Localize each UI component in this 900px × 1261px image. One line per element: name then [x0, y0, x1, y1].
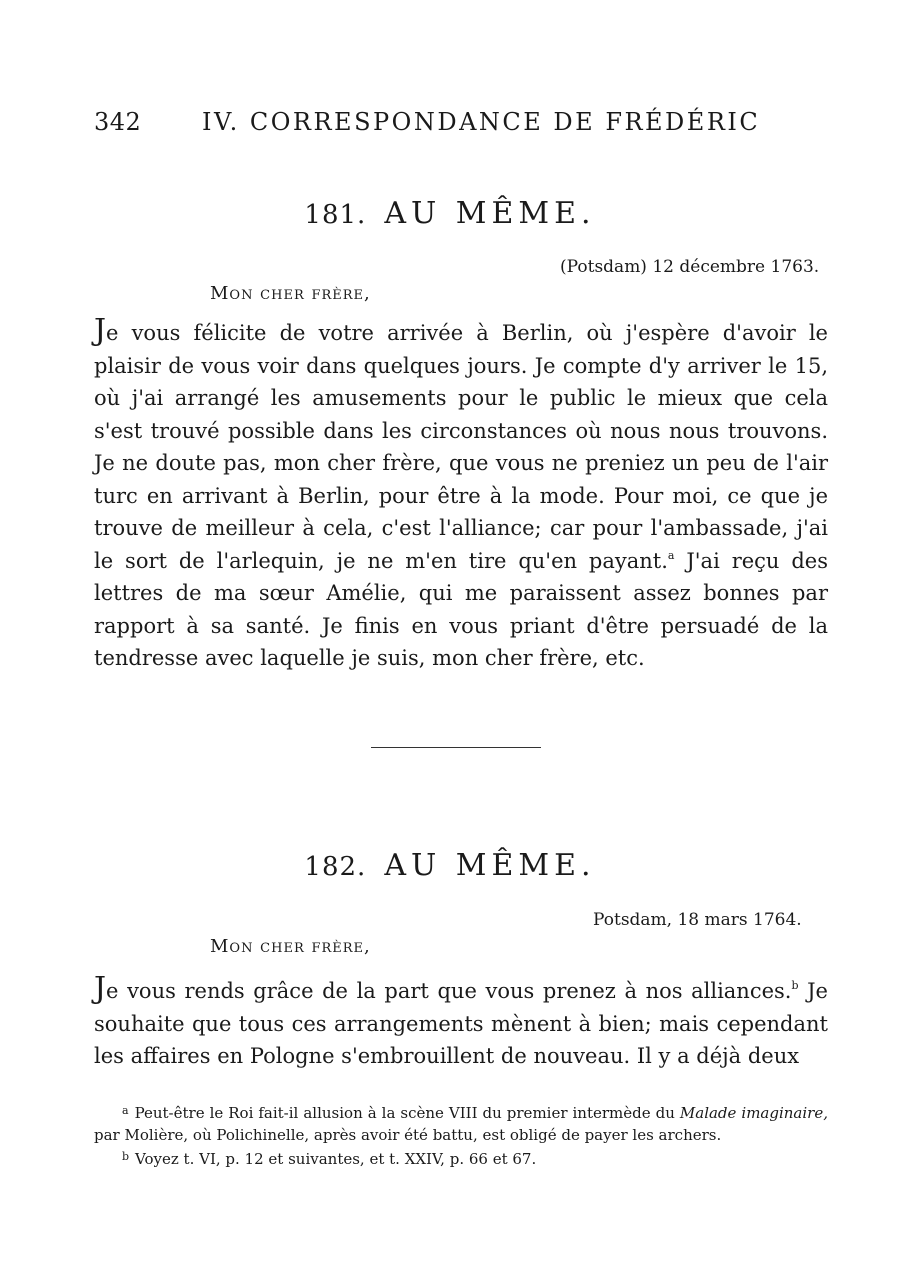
body-text-part: J'ai reçu des lettres de ma sœur Amélie, qui me paraissent assez bonnes par rapport à sa santé. Je finis en vous priant d'être persuadé de la tendresse avec laquelle je suis, mon cher frère, etc. [94, 548, 828, 670]
letter-salutation: Mon cher frère, [210, 283, 371, 304]
footnote-reference[interactable]: b [791, 979, 799, 992]
page-number: 342 [94, 108, 142, 136]
letter-body [94, 315, 828, 675]
body-text-part: e vous félicite de votre arrivée à Berlin, où j'espère d'avoir le plaisir de vous voir dans quelques jours. Je compte d'y arriver le 15, où j'ai arrangé les amusements pour le public le mieux que cela s'est trouvé possible dans les circonstances où nous nous trouvons. Je ne doute pas, mon cher frère, que vous ne preniez un peu de l'air turc en arrivant à Berlin, pour être à la mode. Pour moi, ce que je trouve de meilleur à cela, c'est l'alliance; car pour l'ambassade, j'ai le sort de l'arlequin, je ne m'en tire qu'en payant. [94, 321, 828, 573]
footnote-reference[interactable]: a [667, 548, 675, 562]
letter-dateline: Potsdam, 18 mars 1764. [593, 910, 802, 930]
letter-number: 182. [304, 852, 367, 882]
letter-heading-181 [0, 196, 900, 231]
footnote [94, 1146, 828, 1170]
letter-title: AU MÊME. [384, 196, 596, 231]
letter-dateline: (Potsdam) 12 décembre 1763. [560, 257, 820, 277]
running-title: IV. CORRESPONDANCE DE FRÉDÉRIC [202, 108, 761, 136]
body-text-part: e vous rends grâce de la part que vous prenez à nos alliances. [106, 979, 792, 1003]
letter-number: 181. [304, 200, 367, 230]
section-divider [371, 747, 541, 748]
footnote [94, 1100, 828, 1146]
footnote-text: par Molière, où Polichinelle, après avoir été battu, est obligé de payer les archers. [94, 1126, 722, 1144]
letter-title: AU MÊME. [384, 848, 596, 883]
footnote-text: Voyez t. VI, p. 12 et suivantes, et t. XXIV, p. 66 et 67. [135, 1150, 537, 1168]
letter-body [94, 973, 828, 1073]
footnote-italic-title: Malade imaginaire, [679, 1104, 828, 1122]
letter-salutation: Mon cher frère, [210, 936, 371, 957]
footnote-text: Peut-être le Roi fait-il allusion à la scène VIII du premier intermède du [134, 1104, 680, 1122]
footnotes [94, 1100, 828, 1170]
running-header [94, 108, 806, 142]
letter-heading-182 [0, 848, 900, 883]
footnote-mark: a [122, 1104, 129, 1117]
footnote-mark: b [122, 1150, 130, 1163]
drop-cap: J [94, 313, 107, 348]
body-text-part: Je souhaite que tous ces arrangements mènent à bien; mais cependant les affaires en Pologne s'embrouillent de nouveau. Il y a déjà deux [94, 979, 828, 1068]
drop-cap: J [94, 971, 107, 1006]
